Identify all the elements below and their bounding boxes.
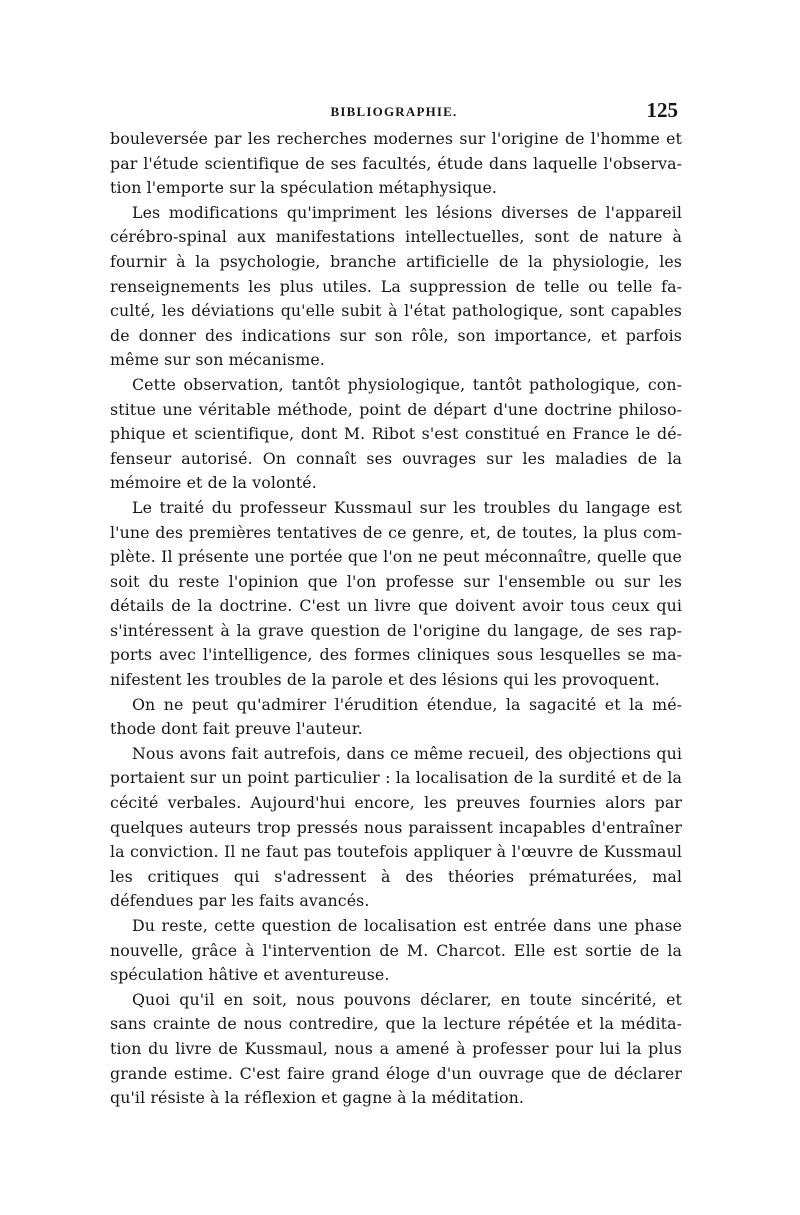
paragraph: Cette observation, tantôt physiologique, tantôt pathologique, constitue une véritable méthode, point de départ d'une doctrine philosophique et scientifique, dont M. Ribot s'est constitué en France le défenseur autorisé. On connaît ses ouvrages sur les maladies de la mémoire et de la volonté.: [110, 374, 682, 493]
paragraph: Du reste, cette question de localisation est entrée dans une phase nouvelle, grâce à l'intervention de M. Charcot. Elle est sortie de la spéculation hâtive et aventureuse.: [110, 916, 682, 985]
body-text: [110, 127, 682, 1111]
paragraph: Le traité du professeur Kussmaul sur les troubles du langage est l'une des premières tentatives de ce genre, et, de toutes, la plus complète. Il présente une portée que l'on ne peut méconnaître, quelle que soit du reste l'opinion que l'on professe sur l'ensemble ou sur les détails de la doctrine. C'est un livre que doivent avoir tous ceux qui s'intéressent à la grave question de l'origine du langage, de ses rapports avec l'intelligence, des formes cliniques sous lesquelles se manifestent les troubles de la parole et des lésions qui les provoquent.: [110, 497, 682, 690]
running-title: BIBLIOGRAPHIE.: [330, 104, 458, 119]
paragraph: Quoi qu'il en soit, nous pouvons déclarer, en toute sincérité, et sans crainte de nous contredire, que la lecture répétée et la méditation du livre de Kussmaul, nous a amené à professer pour lui la plus grande estime. C'est faire grand éloge d'un ouvrage que de déclarer qu'il résiste à la réflexion et gagne à la méditation.: [110, 989, 682, 1108]
paragraph: Nous avons fait autrefois, dans ce même recueil, des objections qui portaient sur un point particulier : la localisation de la surdité et de la cécité verbales. Aujourd'hui encore, les preuves fournies alors par quelques auteurs trop pressés nous paraissent incapables d'entraîner la conviction. Il ne faut pas toutefois appliquer à l'œuvre de Kussmaul les critiques qui s'adressent à des théories prématurées, mal défendues par les faits avancés.: [110, 743, 682, 911]
running-head: [108, 98, 680, 124]
paragraph: Les modifications qu'impriment les lésions diverses de l'appareil cérébro-spinal aux manifestations intellectuelles, sont de nature à fournir à la psychologie, branche artificielle de la physiologie, les renseignements les plus utiles. La suppression de telle ou telle faculté, les déviations qu'elle subit à l'état pathologique, sont capables de donner des indications sur son rôle, son importance, et parfois même sur son mécanisme.: [110, 202, 682, 370]
paragraph: On ne peut qu'admirer l'érudition étendue, la sagacité et la méthode dont fait preuve l'auteur.: [110, 694, 682, 739]
page-number: 125: [646, 98, 678, 122]
paragraph: bouleversée par les recherches modernes sur l'origine de l'homme et par l'étude scientifique de ses facultés, étude dans laquelle l'observation l'emporte sur la spéculation métaphysique.: [110, 129, 682, 198]
